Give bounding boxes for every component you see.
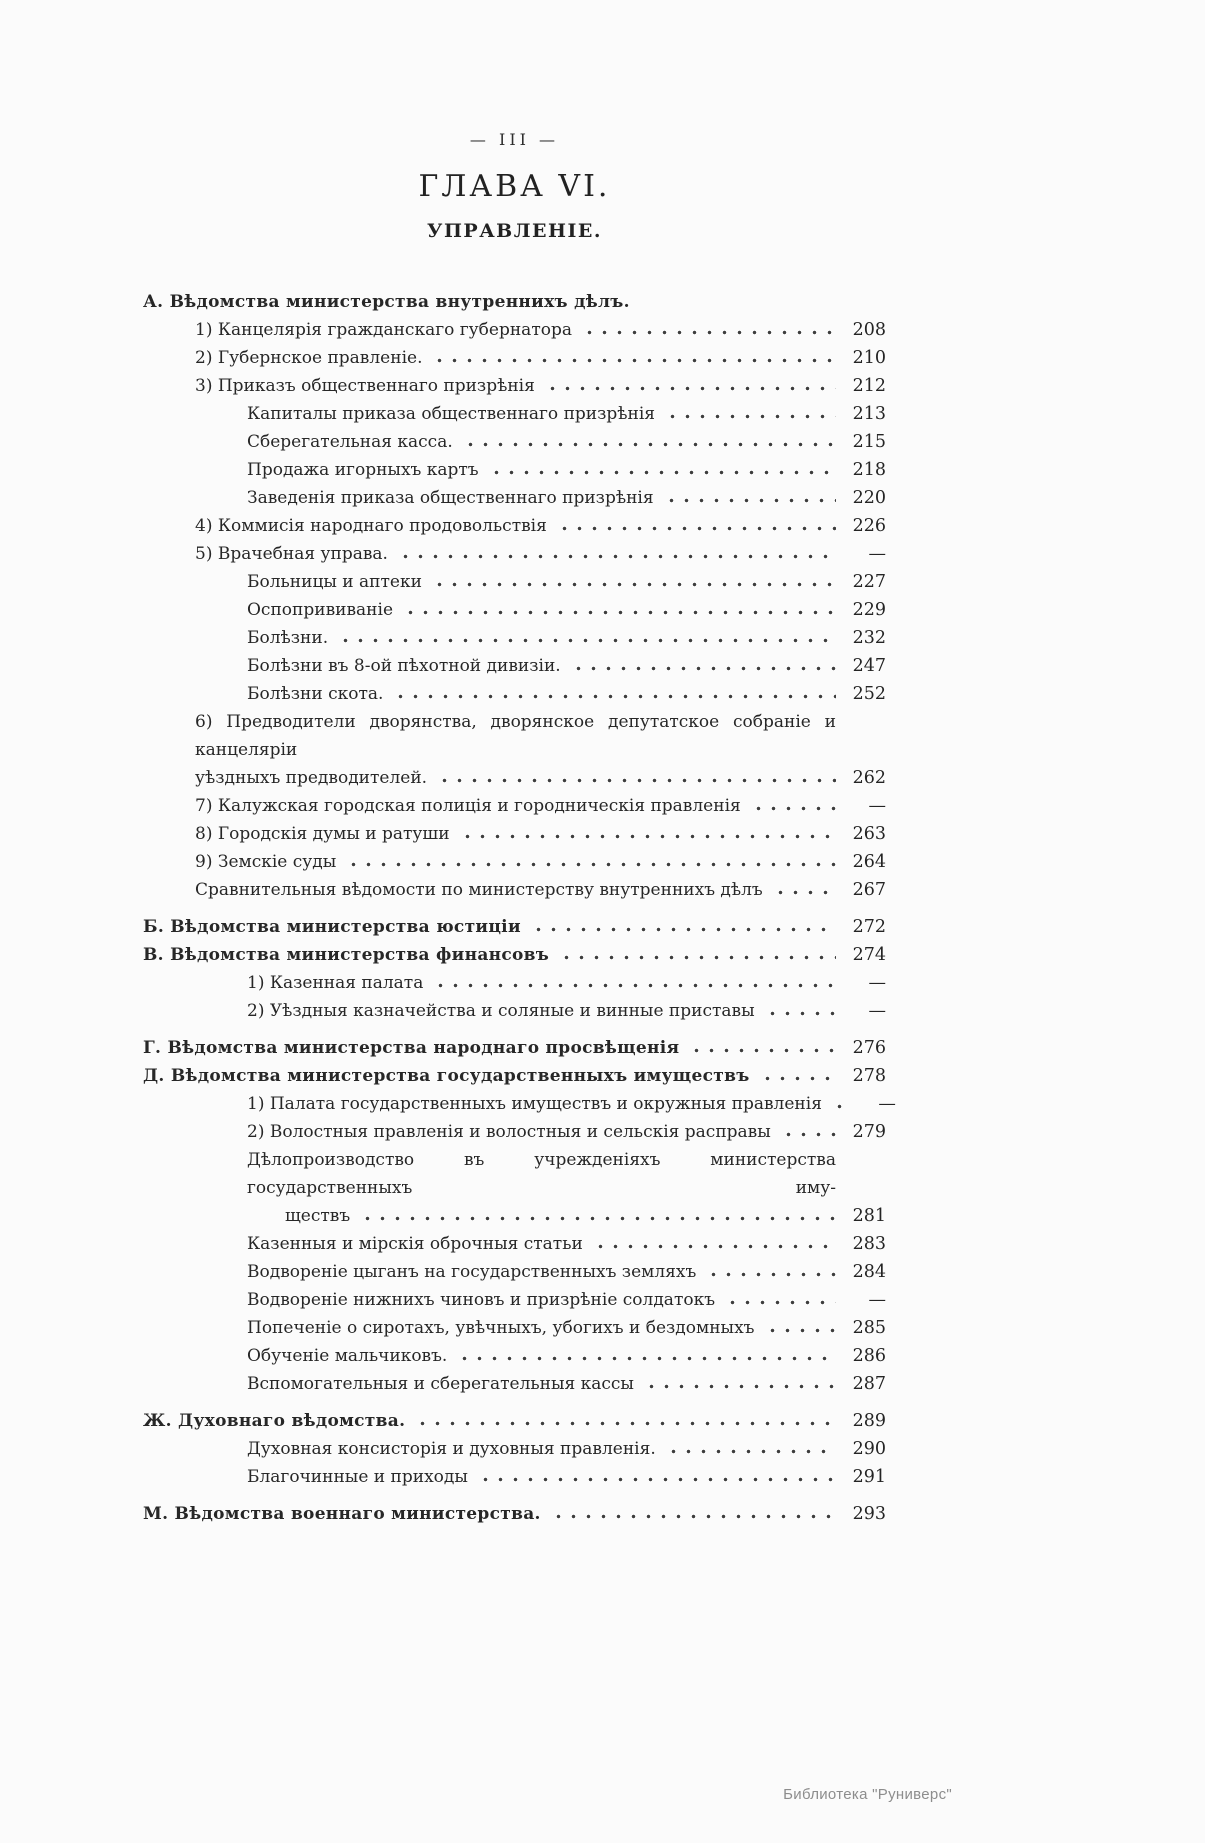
toc-entry-label: М. Вѣдомства военнаго министерства. (143, 1504, 541, 1524)
toc-entry-row (143, 969, 886, 997)
toc (143, 288, 896, 1528)
dot-leader (432, 358, 836, 363)
toc-entry-label: Болѣзни. (247, 628, 329, 648)
toc-page-number: 291 (852, 1467, 886, 1487)
toc-entry-label: 5) Врачебная управа. (195, 544, 388, 564)
toc-entry-row (143, 1286, 886, 1314)
dot-leader (773, 890, 836, 895)
toc-entry-label: Оспопрививаніе (247, 600, 394, 620)
dot-leader (346, 862, 836, 867)
toc-entry-label: В. Вѣдомства министерства финансовъ (143, 945, 550, 965)
toc-entry-label: Водвореніе нижнихъ чиновъ и призрѣніе солдатокъ (247, 1290, 716, 1310)
dot-leader (765, 1328, 837, 1333)
toc-section-row (143, 288, 886, 316)
toc-entry-row (143, 764, 886, 792)
toc-entry-row (143, 1463, 886, 1491)
toc-entry-row (143, 596, 886, 624)
toc-entry-row (143, 1118, 886, 1146)
dot-leader (644, 1384, 836, 1389)
toc-entry-label: Обученіе мальчиковъ. (247, 1346, 448, 1366)
dot-leader (593, 1244, 836, 1249)
toc-entry-label: 7) Калужская городская полиція и городническія правленія (195, 796, 741, 816)
toc-entry-label: Сравнительныя вѣдомости по министерству внутреннихъ дѣлъ (195, 880, 763, 900)
dot-leader (545, 386, 836, 391)
toc-entry-label: 8) Городскія думы и ратуши (195, 824, 450, 844)
toc-entry-label: Болѣзни скота. (247, 684, 384, 704)
toc-entry-label: 6) Предводители дворянства, дворянское депутатское собраніе и канцеляріи (195, 712, 836, 760)
toc-entry-label: Казенныя и мірскія оброчныя статьи (247, 1234, 583, 1254)
page-sheet (143, 0, 896, 1528)
toc-entry-label: 1) Канцелярія гражданскаго губернатора (195, 320, 572, 340)
dot-leader (666, 1449, 836, 1454)
toc-entry-row (143, 1146, 886, 1202)
toc-section-row (143, 1407, 886, 1435)
dot-leader (551, 1514, 836, 1519)
toc-entry-row (143, 876, 886, 904)
toc-entry-label: Г. Вѣдомства министерства народнаго просвѣщенія (143, 1038, 680, 1058)
dot-leader (751, 806, 836, 811)
dot-leader (460, 834, 836, 839)
dot-leader (665, 414, 836, 419)
toc-entry-label: Сберегательная касса. (247, 432, 453, 452)
toc-entry-label: Б. Вѣдомства министерства юстиціи (143, 917, 521, 937)
toc-page-number: 232 (852, 628, 886, 648)
toc-entry-row (143, 1342, 886, 1370)
dot-leader (781, 1132, 836, 1137)
dot-leader (760, 1076, 836, 1081)
toc-section-row (143, 913, 886, 941)
dot-leader (463, 442, 836, 447)
toc-entry-label: Дѣлопроизводство въ учрежденіяхъ министерства государственныхъ иму- (247, 1150, 836, 1198)
toc-page-number: 262 (852, 768, 886, 788)
toc-page-number: 276 (852, 1038, 886, 1058)
toc-entry-label: Капиталы приказа общественнаго призрѣнія (247, 404, 656, 424)
toc-entry-row (143, 1314, 886, 1342)
toc-entry-label: Благочинные и приходы (247, 1467, 468, 1487)
toc-entry-label: 4) Коммисія народнаго продовольствія (195, 516, 547, 536)
dot-leader (393, 694, 836, 699)
toc-entry-label: Больницы и аптеки (247, 572, 422, 592)
toc-entry-row (143, 484, 886, 512)
toc-section-row (143, 1500, 886, 1528)
toc-entry-label: Д. Вѣдомства министерства государственныхъ имуществъ (143, 1066, 750, 1086)
toc-entry-row (143, 372, 886, 400)
toc-entry-row (143, 820, 886, 848)
toc-page-number: 226 (852, 516, 886, 536)
toc-section-row (143, 1062, 886, 1090)
dot-leader (832, 1104, 846, 1109)
toc-entry-row (143, 1090, 896, 1118)
toc-entry-label: 1) Палата государственныхъ имуществъ и окружныя правленія (247, 1094, 822, 1114)
toc-entry-label: 2) Волостныя правленія и волостныя и сельскія расправы (247, 1122, 771, 1142)
dot-leader (725, 1300, 836, 1305)
toc-page-number: — (868, 973, 886, 993)
toc-entry-label: 2) Уѣздныя казначейства и соляные и винные приставы (247, 1001, 755, 1021)
dot-leader (398, 554, 836, 559)
toc-page-number: 286 (852, 1346, 886, 1366)
toc-page-number: 284 (852, 1262, 886, 1282)
library-watermark: Библиотека "Руниверс" (783, 1786, 952, 1803)
toc-page-number: 208 (852, 320, 886, 340)
toc-page-number: 227 (852, 572, 886, 592)
toc-entry-row (143, 997, 886, 1025)
toc-page-number: — (868, 544, 886, 564)
toc-entry-row (143, 344, 886, 372)
toc-entry-label: Болѣзни въ 8-ой пѣхотной дивизіи. (247, 656, 561, 676)
toc-page-number: 290 (852, 1439, 886, 1459)
toc-section-row (143, 941, 886, 969)
toc-entry-label: 3) Приказъ общественнаго призрѣнія (195, 376, 535, 396)
dot-leader (531, 927, 836, 932)
toc-page-number: 283 (852, 1234, 886, 1254)
toc-entry-row (143, 1435, 886, 1463)
toc-page-number: 263 (852, 824, 886, 844)
toc-entry-label: А. Вѣдомства министерства внутреннихъ дѣлъ. (143, 292, 630, 312)
toc-entry-label: уѣздныхъ предводителей. (195, 768, 428, 788)
chapter-title: ГЛАВА VI. (418, 169, 611, 204)
toc-page-number: 218 (852, 460, 886, 480)
toc-entry-row (143, 680, 886, 708)
toc-page-number: 220 (852, 488, 886, 508)
dot-leader (689, 1048, 836, 1053)
toc-entry-row (143, 1370, 886, 1398)
toc-page-number: 267 (852, 880, 886, 900)
toc-page-number: 274 (852, 945, 886, 965)
toc-entry-row (143, 428, 886, 456)
dot-leader (437, 778, 836, 783)
toc-entry-row (143, 540, 886, 568)
dot-leader (360, 1216, 836, 1221)
toc-entry-label: 9) Земскіе суды (195, 852, 337, 872)
dot-leader (765, 1011, 836, 1016)
toc-entry-row (143, 652, 886, 680)
dot-leader (415, 1421, 836, 1426)
toc-page-number: 210 (852, 348, 886, 368)
toc-page-number: 281 (852, 1206, 886, 1226)
toc-entry-label: Продажа игорныхъ картъ (247, 460, 479, 480)
dot-leader (557, 526, 836, 531)
dot-leader (433, 983, 836, 988)
toc-entry-row (143, 1258, 886, 1286)
dot-leader (571, 666, 836, 671)
dot-leader (478, 1477, 836, 1482)
toc-entry-row (143, 1202, 886, 1230)
chapter-subtitle: УПРАВЛЕНІЕ. (427, 220, 602, 242)
toc-entry-label: Заведенія приказа общественнаго призрѣнія (247, 488, 654, 508)
toc-page-number: 289 (852, 1411, 886, 1431)
toc-page-number: — (868, 796, 886, 816)
toc-page-number: 264 (852, 852, 886, 872)
dot-leader (403, 610, 836, 615)
toc-entry-label: 1) Казенная палата (247, 973, 424, 993)
toc-page-number: 252 (852, 684, 886, 704)
toc-page-number: — (868, 1001, 886, 1021)
dot-leader (559, 955, 836, 960)
toc-entry-row (143, 624, 886, 652)
dot-leader (664, 498, 836, 503)
toc-entry-row (143, 1230, 886, 1258)
toc-page-number: 272 (852, 917, 886, 937)
toc-entry-row (143, 848, 886, 876)
toc-entry-label: Духовная консисторія и духовныя правленія. (247, 1439, 656, 1459)
dot-leader (338, 638, 836, 643)
toc-section-row (143, 1034, 886, 1062)
toc-page-number: — (868, 1290, 886, 1310)
dot-leader (432, 582, 836, 587)
toc-page-number: 279 (852, 1122, 886, 1142)
toc-entry-label: Водвореніе цыганъ на государственныхъ земляхъ (247, 1262, 697, 1282)
toc-page-number: 285 (852, 1318, 886, 1338)
toc-entry-row (143, 456, 886, 484)
toc-page-number: 293 (852, 1504, 886, 1524)
toc-entry-row (143, 316, 886, 344)
dot-leader (457, 1356, 836, 1361)
dot-leader (706, 1272, 836, 1277)
dot-leader (582, 330, 836, 335)
toc-page-number: 247 (852, 656, 886, 676)
toc-page-number: 215 (852, 432, 886, 452)
toc-page-number: 213 (852, 404, 886, 424)
toc-page-number: 229 (852, 600, 886, 620)
toc-entry-label: ществъ (285, 1206, 351, 1226)
toc-page-number: — (878, 1094, 896, 1114)
toc-entry-row (143, 568, 886, 596)
toc-page-number: 212 (852, 376, 886, 396)
toc-entry-row (143, 512, 886, 540)
toc-entry-label: Вспомогательныя и сберегательныя кассы (247, 1374, 634, 1394)
toc-entry-row (143, 792, 886, 820)
toc-entry-label: 2) Губернское правленіе. (195, 348, 423, 368)
toc-page-number: 278 (852, 1066, 886, 1086)
folio-page-number: — III — (469, 130, 560, 149)
toc-entry-label: Ж. Духовнаго вѣдомства. (143, 1411, 406, 1431)
dot-leader (489, 470, 836, 475)
toc-entry-label: Попеченіе о сиротахъ, увѣчныхъ, убогихъ и бездомныхъ (247, 1318, 755, 1338)
toc-entry-row (143, 708, 886, 764)
toc-page-number: 287 (852, 1374, 886, 1394)
toc-entry-row (143, 400, 886, 428)
